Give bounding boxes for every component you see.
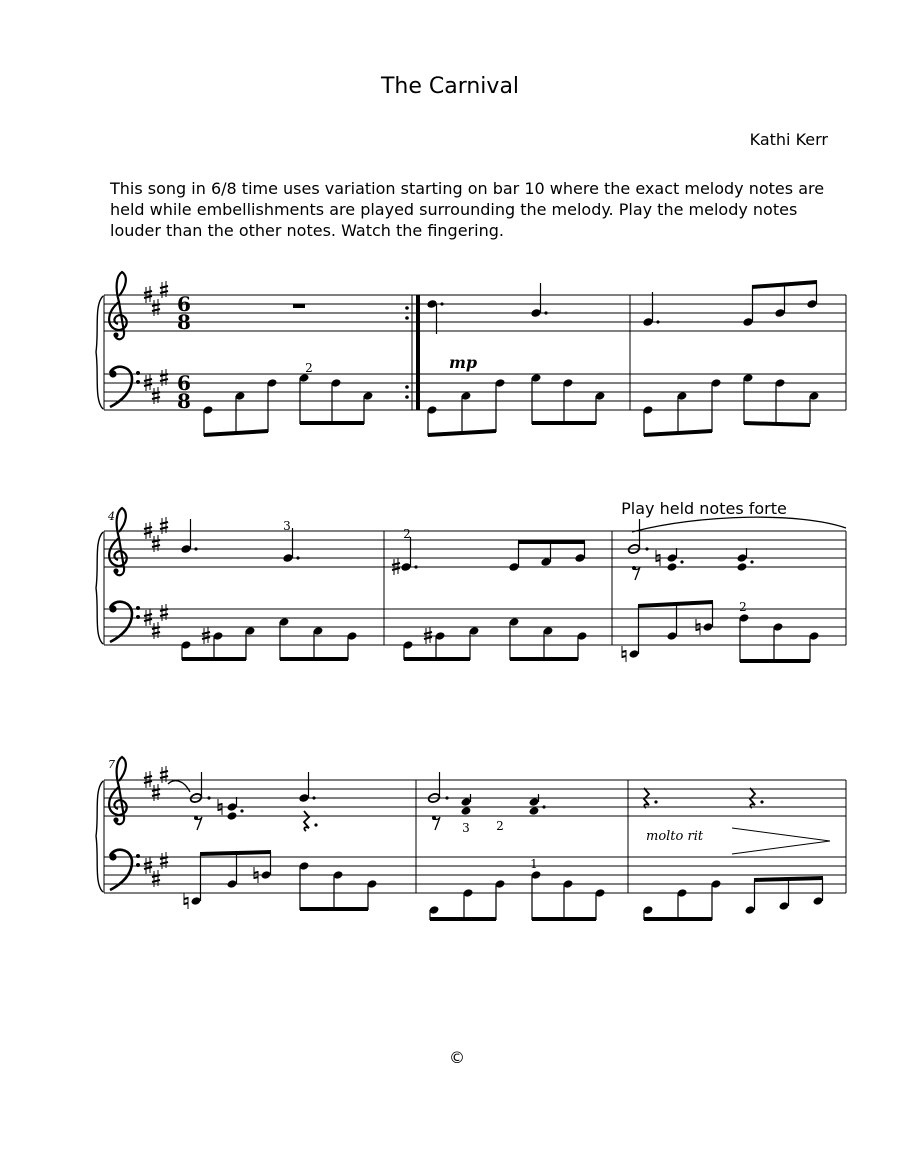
fingering-number: 2 bbox=[496, 819, 504, 833]
measure-number: 7 bbox=[108, 758, 115, 771]
time-signature-bottom: 8 bbox=[177, 310, 191, 334]
system-2 bbox=[96, 499, 846, 663]
bass-eighth-group bbox=[184, 850, 377, 911]
system-1 bbox=[96, 272, 846, 437]
time-signature-bottom: 8 bbox=[177, 389, 191, 413]
time-signature-top: 6 bbox=[177, 292, 191, 316]
system-3 bbox=[96, 757, 846, 921]
measure-number: 4 bbox=[108, 510, 115, 523]
copyright-symbol: © bbox=[449, 1048, 465, 1067]
bass-eighth-group bbox=[429, 870, 606, 921]
bass-eighth-group bbox=[643, 876, 824, 921]
fingering-number: 3 bbox=[283, 519, 291, 533]
composer-name: Kathi Kerr bbox=[749, 130, 828, 149]
dynamic-marking: molto rit bbox=[646, 829, 704, 844]
fingering-number: 1 bbox=[530, 857, 538, 871]
expression-text: Play held notes forte bbox=[621, 499, 787, 518]
fingering-number: 2 bbox=[739, 600, 747, 614]
fingering-number: 3 bbox=[462, 821, 470, 835]
fingering-number: 2 bbox=[305, 361, 313, 375]
time-signature-top: 6 bbox=[177, 371, 191, 395]
dynamic-marking: mp bbox=[448, 353, 478, 372]
bass-eighth-group bbox=[403, 617, 588, 661]
intro-paragraph: This song in 6/8 time uses variation starting on bar 10 where the exact melody notes are held while embellishments are played surrounding the melody. Play the melody notes louder than the other notes. Watch the fingering. bbox=[110, 179, 825, 240]
fingering-number: 2 bbox=[403, 527, 411, 541]
bass-eighth-group bbox=[181, 617, 358, 661]
song-title: The Carnival bbox=[380, 74, 520, 99]
